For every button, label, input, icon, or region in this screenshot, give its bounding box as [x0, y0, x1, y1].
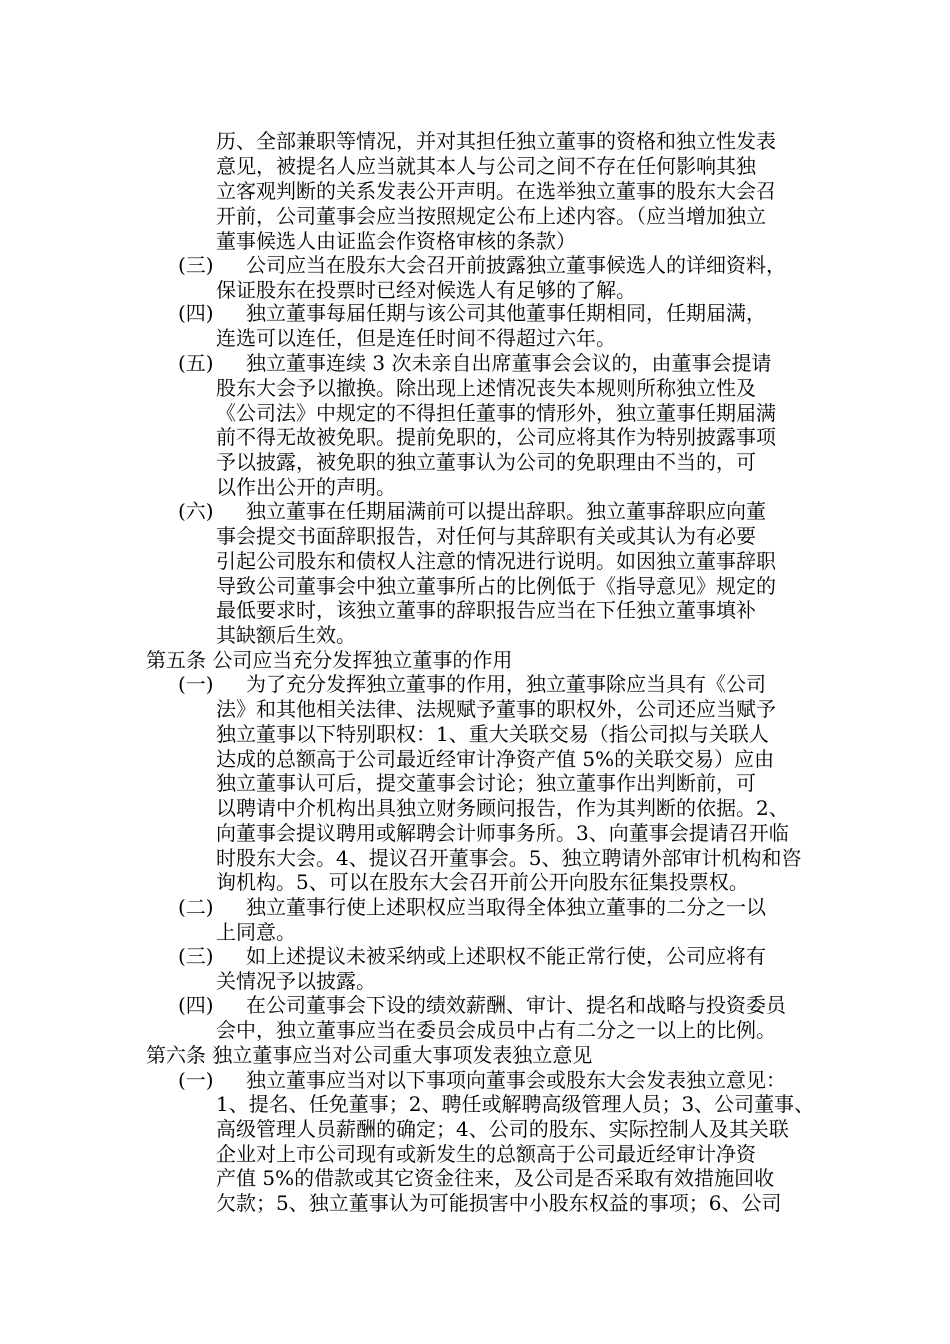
text-line: 法》和其他相关法律、法规赋予董事的职权外，公司还应当赋予	[216, 697, 776, 721]
text-line: 历、全部兼职等情况，并对其担任独立董事的资格和独立性发表	[216, 129, 776, 153]
text-line: 意见，被提名人应当就其本人与公司之间不存在任何影响其独	[216, 154, 756, 178]
text-line: 以作出公开的声明。	[216, 475, 396, 499]
text-line: 独立董事应当对以下事项向董事会或股东大会发表独立意见：	[246, 1068, 786, 1092]
article-heading: 第五条 公司应当充分发挥独立董事的作用	[146, 648, 513, 672]
text-line: 其缺额后生效。	[216, 623, 356, 647]
text-line: 时股东大会。4、提议召开董事会。5、独立聘请外部审计机构和咨	[216, 846, 802, 870]
text-line: 关情况予以披露。	[216, 969, 376, 993]
text-line: 在公司董事会下设的绩效薪酬、审计、提名和战略与投资委员	[246, 993, 786, 1017]
item-number: (六)	[178, 499, 214, 523]
text-line: 立客观判断的关系发表公开声明。在选举独立董事的股东大会召	[216, 179, 776, 203]
text-line: 高级管理人员薪酬的确定；4、公司的股东、实际控制人及其关联	[216, 1117, 789, 1141]
text-line: 事会提交书面辞职报告，对任何与其辞职有关或其认为有必要	[216, 524, 756, 548]
text-line: 上同意。	[216, 920, 296, 944]
text-line: 如上述提议未被采纳或上述职权不能正常行使，公司应将有	[246, 944, 766, 968]
text-line: 独立董事以下特别职权：1、重大关联交易（指公司拟与关联人	[216, 722, 769, 746]
item-number: (三)	[178, 944, 214, 968]
text-line: 欠款；5、独立董事认为可能损害中小股东权益的事项；6、公司	[216, 1191, 782, 1215]
item-number: (四)	[178, 301, 214, 325]
text-line: 予以披露，被免职的独立董事认为公司的免职理由不当的，可	[216, 450, 756, 474]
item-number: (五)	[178, 351, 214, 375]
text-line: 1、提名、任免董事；2、聘任或解聘高级管理人员；3、公司董事、	[216, 1092, 815, 1116]
text-line: 独立董事认可后，提交董事会讨论；独立董事作出判断前，可	[216, 771, 756, 795]
text-line: 为了充分发挥独立董事的作用，独立董事除应当具有《公司	[246, 672, 766, 696]
item-number: (一)	[178, 1068, 214, 1092]
text-line: 询机构。5、可以在股东大会召开前公开向股东征集投票权。	[216, 870, 749, 894]
text-line: 董事候选人由证监会作资格审核的条款）	[216, 229, 576, 253]
text-line: 独立董事每届任期与该公司其他董事任期相同，任期届满，	[246, 301, 766, 325]
text-line: 股东大会予以撤换。除出现上述情况丧失本规则所称独立性及	[216, 376, 756, 400]
text-line: 产值 5%的借款或其它资金往来，及公司是否采取有效措施回收	[216, 1166, 775, 1190]
item-number: (一)	[178, 672, 214, 696]
text-line: 向董事会提议聘用或解聘会计师事务所。3、向董事会提请召开临	[216, 821, 789, 845]
text-line: 最低要求时，该独立董事的辞职报告应当在下任独立董事填补	[216, 598, 756, 622]
item-number: (三)	[178, 253, 214, 277]
text-line: 引起公司股东和债权人注意的情况进行说明。如因独立董事辞职	[216, 549, 776, 573]
text-line: 公司应当在股东大会召开前披露独立董事候选人的详细资料，	[246, 253, 786, 277]
text-line: 独立董事连续 3 次未亲自出席董事会会议的，由董事会提请	[246, 351, 772, 375]
text-line: 保证股东在投票时已经对候选人有足够的了解。	[216, 278, 636, 302]
text-line: 导致公司董事会中独立董事所占的比例低于《指导意见》规定的	[216, 574, 776, 598]
text-line: 前不得无故被免职。提前免职的，公司应将其作为特别披露事项	[216, 425, 776, 449]
text-line: 会中，独立董事应当在委员会成员中占有二分之一以上的比例。	[216, 1018, 776, 1042]
text-line: 独立董事行使上述职权应当取得全体独立董事的二分之一以	[246, 895, 766, 919]
text-line: 独立董事在任期届满前可以提出辞职。独立董事辞职应向董	[246, 499, 766, 523]
text-line: 开前，公司董事会应当按照规定公布上述内容。（应当增加独立	[216, 204, 766, 228]
item-number: (四)	[178, 993, 214, 1017]
text-line: 企业对上市公司现有或新发生的总额高于公司最近经审计净资	[216, 1142, 756, 1166]
text-line: 连选可以连任，但是连任时间不得超过六年。	[216, 326, 616, 350]
text-line: 达成的总额高于公司最近经审计净资产值 5%的关联交易）应由	[216, 747, 775, 771]
item-number: (二)	[178, 895, 214, 919]
text-line: 以聘请中介机构出具独立财务顾问报告，作为其判断的依据。2、	[216, 796, 789, 820]
article-heading: 第六条 独立董事应当对公司重大事项发表独立意见	[146, 1043, 593, 1067]
text-line: 《公司法》中规定的不得担任董事的情形外，独立董事任期届满	[216, 401, 776, 425]
